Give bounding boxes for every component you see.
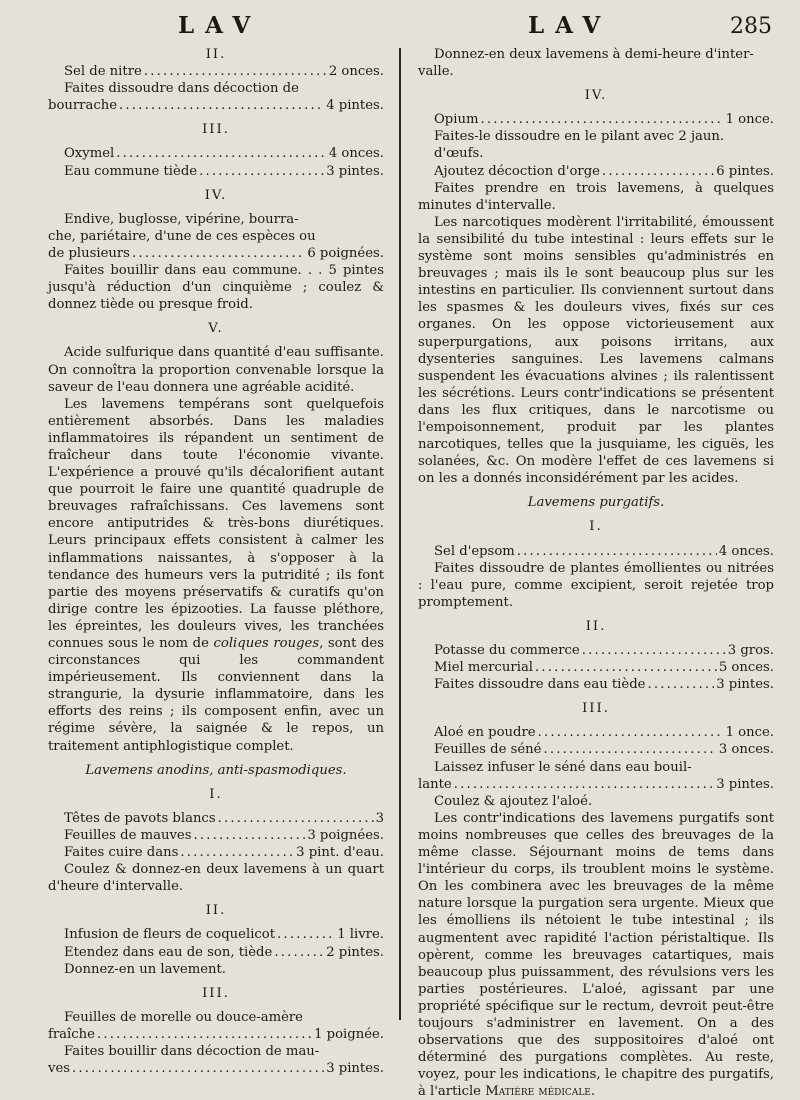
dot-leader (218, 810, 374, 827)
paragraph-text: Les contr'indications des lavemens purgatifs sont moins nombreuses que celles des breuvages de la même classe. Séjournant moins de tems dans l'intérieur du corps, ils troublent moins le système. On les combinera avec les breuvages de la même nature lorsque la purgation sera urgente. Mieux que les émolliens ils nétoient le tube intestinal ; ils augmentent avec rapidité l'action péristaltique. Ils opèrent, comme les breuvages catartiques, mais beaucoup plus puissamment, des révulsions vers les parties postérieures. L'aloé, agissant par une propriété spécifique sur le rectum, devroit peut-être toujours s'administrer en lavement. On a des observations que des suppositoires d'aloé ont déterminé des purgations complètes. Au reste, voyez, pour les indications, le chapitre des purgatifs, à l'article (418, 810, 774, 1100)
paragraph (418, 810, 774, 1100)
text-line: Feuilles de morelle ou douce-amère (64, 1009, 303, 1025)
dot-leader (274, 944, 324, 961)
ingredient-name: Etendez dans eau de son, tiède (64, 944, 273, 960)
recipe-number: II. (205, 903, 227, 919)
ingredient-row (418, 163, 774, 180)
running-head-left: LAV (178, 12, 262, 39)
ingredient-quantity: 1 once. (725, 112, 774, 128)
ingredient-quantity: 1 poignée. (314, 1026, 384, 1042)
column-rule (399, 48, 401, 1020)
dot-leader (517, 543, 717, 560)
recipe-number: I. (209, 786, 223, 802)
ingredient-row (418, 724, 774, 741)
ingredient-row (48, 810, 384, 827)
ingredient-row (48, 1060, 384, 1077)
recipe-number: IV. (204, 187, 228, 203)
dot-leader (132, 245, 305, 262)
text-line: Donnez-en deux lavemens à demi-heure d'inter- (434, 47, 754, 62)
text-line: che, pariétaire, d'une de ces espèces ou (48, 228, 316, 244)
ingredient-row (48, 163, 384, 180)
ingredient-row (418, 543, 774, 560)
dot-leader (144, 63, 327, 80)
ingredient-quantity: 4 onces. (718, 543, 774, 559)
ingredient-row (48, 926, 384, 943)
ingredient-row (418, 659, 774, 676)
page-number: 285 (730, 14, 772, 39)
ingredient-row (48, 63, 384, 80)
recipe-number: IV. (584, 88, 608, 104)
ingredient-quantity: 3 pintes. (326, 1061, 384, 1077)
ingredient-quantity: 3 poignées. (307, 827, 384, 843)
ingredient-row (48, 844, 384, 861)
ingredient-quantity: 3 pintes. (716, 677, 774, 693)
ingredient-quantity: 6 pintes. (716, 163, 774, 179)
recipe-number: III. (202, 985, 230, 1001)
ingredient-name: Infusion de fleurs de coquelicot (64, 927, 276, 943)
section-title: Lavemens anodins, anti-spasmodiques. (85, 762, 347, 778)
dot-leader (116, 145, 327, 162)
ingredient-name: Feuilles de mauves (64, 827, 192, 843)
recipe-number: III. (202, 122, 230, 138)
dot-leader (543, 741, 716, 758)
ingredient-quantity: 1 once. (725, 725, 774, 741)
ingredient-quantity: 3 pintes. (326, 163, 384, 179)
ingredient-name: Têtes de pavots blancs (64, 810, 216, 826)
recipe-number: V. (208, 321, 224, 337)
ingredient-name: Eau commune tiède (64, 163, 198, 179)
ingredient-name: fraîche (48, 1026, 95, 1042)
ingredient-quantity: 4 onces. (328, 146, 384, 162)
ingredient-quantity: 2 onces. (328, 64, 384, 80)
ingredient-name: Faites dissoudre dans eau tiède (434, 677, 646, 693)
running-head-right: LAV (528, 12, 612, 39)
ingredient-name: ves (48, 1061, 71, 1077)
section-title: Lavemens purgatifs. (527, 495, 665, 511)
left-column (48, 46, 384, 1077)
ingredient-name: Oxymel (64, 146, 115, 162)
ingredient-name: Opium (434, 112, 479, 128)
dot-leader (199, 163, 324, 180)
recipe-number: III. (582, 701, 610, 717)
emphasis-text: coliques rouges (213, 636, 320, 651)
recipe-number: II. (205, 47, 227, 62)
text-line: Coulez & ajoutez l'aloé. (434, 793, 593, 809)
ingredient-row (418, 642, 774, 659)
ingredient-quantity: 5 onces. (718, 660, 774, 676)
ingredient-row (418, 741, 774, 758)
ingredient-row (48, 944, 384, 961)
ingredient-quantity: 4 pintes. (326, 98, 384, 114)
dot-leader (602, 163, 714, 180)
ingredient-quantity: 1 livre. (337, 927, 384, 943)
paragraph-text: , sont des circonstances qui les commandent impérieusement. Ils conviennent dans la strangurie, la dysurie inflammatoire, dans les efforts des reins ; ils composent enfin, avec un régime sévère, la saignée & le repos, un traitement antiphlogistique complet. (48, 636, 384, 754)
dot-leader (535, 659, 717, 676)
ingredient-name: Feuilles de séné (434, 742, 542, 758)
ingredient-row (418, 676, 774, 693)
ingredient-quantity: 3 onces. (718, 742, 774, 758)
text-line: Endive, buglosse, vipérine, bourra- (64, 211, 299, 227)
ingredient-row (48, 97, 384, 114)
paragraph: Faites prendre en trois lavemens, à quelques minutes d'intervalle. (418, 180, 774, 213)
dot-leader (193, 827, 305, 844)
ingredient-name: Sel de nitre (64, 64, 142, 80)
ingredient-row (48, 827, 384, 844)
paragraph: Les narcotiques modèrent l'irritabilité, émoussent la sensibilité du tube intestinal : leurs effets sur le système sont moins sensibles qu'administrés en breuvages ; mais ils le sont beaucoup plus sur les intestins en particulier. Ils conviennent surtout dans les spasmes & les douleurs vives, fixés sur ces organes. On les oppose victorieusement aux superpurgations, aux poisons irritans, aux dysenteries sanguines. Les lavemens calmans suspendent les évacuations alvines ; ils ralentissent les sécrétions. Leurs contr'indications se présentent dans les flux critiques, dans le narcotisme ou l'empoisonnement, produit par les plantes narcotiques, telles que la jusquiame, les ciguës, les solanées, &c. On modère l'effet de ces lavemens si on les a donnés inconsidérément par les acides. (418, 214, 774, 487)
ingredient-row (418, 111, 774, 128)
ingredient-quantity: 3 pintes. (716, 776, 774, 792)
dot-leader (119, 97, 324, 114)
text-line: valle. (418, 64, 454, 80)
dot-leader (277, 926, 335, 943)
ingredient-name: Potasse du commerce (434, 643, 580, 658)
ingredient-name: Miel mercurial (434, 660, 534, 676)
dot-leader (180, 844, 294, 861)
dot-leader (97, 1026, 312, 1043)
ingredient-name: Sel d'epsom (434, 543, 515, 559)
text-line: Faites bouillir dans décoction de mau- (64, 1043, 320, 1059)
text-line: Donnez-en un lavement. (64, 961, 227, 977)
dot-leader (538, 724, 724, 741)
ingredient-name: de plusieurs (48, 245, 130, 261)
ingredient-quantity: 3 gros. (727, 643, 774, 658)
text-line: Faites-le dissoudre en le pilant avec 2 jaun. d'œufs. (434, 129, 725, 162)
ingredient-name: Ajoutez décoction d'orge (434, 163, 600, 179)
ingredient-quantity: 3 pint. d'eau. (296, 845, 384, 861)
paragraph: Coulez & donnez-en deux lavemens à un quart d'heure d'intervalle. (48, 862, 384, 895)
ingredient-name: bourrache (48, 98, 118, 114)
ingredient-row (48, 145, 384, 162)
ingredient-row (418, 776, 774, 793)
ingredient-quantity: 6 poignées. (307, 245, 384, 261)
ingredient-name: lante (418, 776, 452, 792)
ingredient-quantity: 2 pintes. (326, 944, 384, 960)
paragraph: Faites dissoudre de plantes émollientes ou nitrées : l'eau pure, comme excipient, seroit rejetée trop promptement. (418, 560, 774, 610)
dot-leader (454, 776, 715, 793)
ingredient-name: Faites cuire dans (64, 845, 179, 861)
ingredient-quantity: 3 (375, 810, 384, 826)
ingredient-row (48, 1026, 384, 1043)
dot-leader (72, 1060, 324, 1077)
recipe-number: II. (585, 618, 607, 634)
text-line: Laissez infuser le séné dans eau bouil- (434, 759, 692, 775)
paragraph: Acide sulfurique dans quantité d'eau suffisante. On connoîtra la proportion convenable lorsque la saveur de l'eau donnera une agréable acidité. (48, 345, 384, 395)
paragraph-text: Les lavemens tempérans sont quelquefois entièrement absorbés. Dans les maladies inflammatoires ils répandent un sentiment de fraîcheur dans toute l'économie vivante. L'expérience a prouvé qu'ils décalorifient autant que pourroit le faire une quantité quadruple de breuvages rafraîchissans. Ces lavemens sont encore antiputrides & très-bons diurétiques. Leurs principaux effets consistent à calmer les inflammations naissantes, à s'opposer à la tendance des humeurs vers la putridité ; ils font partie des moyens préservatifs & curatifs qu'on dirige contre les épizooties. La fausse pléthore, les épreintes, les douleurs vives, les tranchées connues sous le nom de (48, 396, 384, 651)
right-column (418, 46, 774, 1100)
paragraph (48, 396, 384, 755)
ingredient-row (48, 245, 384, 262)
dot-leader (480, 111, 723, 128)
dot-leader (647, 676, 714, 693)
text-line: Faites dissoudre dans décoction de (64, 81, 299, 97)
paragraph: Faites bouillir dans eau commune. . . 5 pintes jusqu'à réduction d'un cinquième ; coulez & donnez tiède ou presque froid. (48, 263, 384, 313)
dot-leader (582, 642, 726, 659)
cross-reference: Matière médicale. (485, 1084, 596, 1100)
recipe-number: I. (589, 519, 603, 535)
ingredient-name: Aloé en poudre (434, 725, 536, 741)
